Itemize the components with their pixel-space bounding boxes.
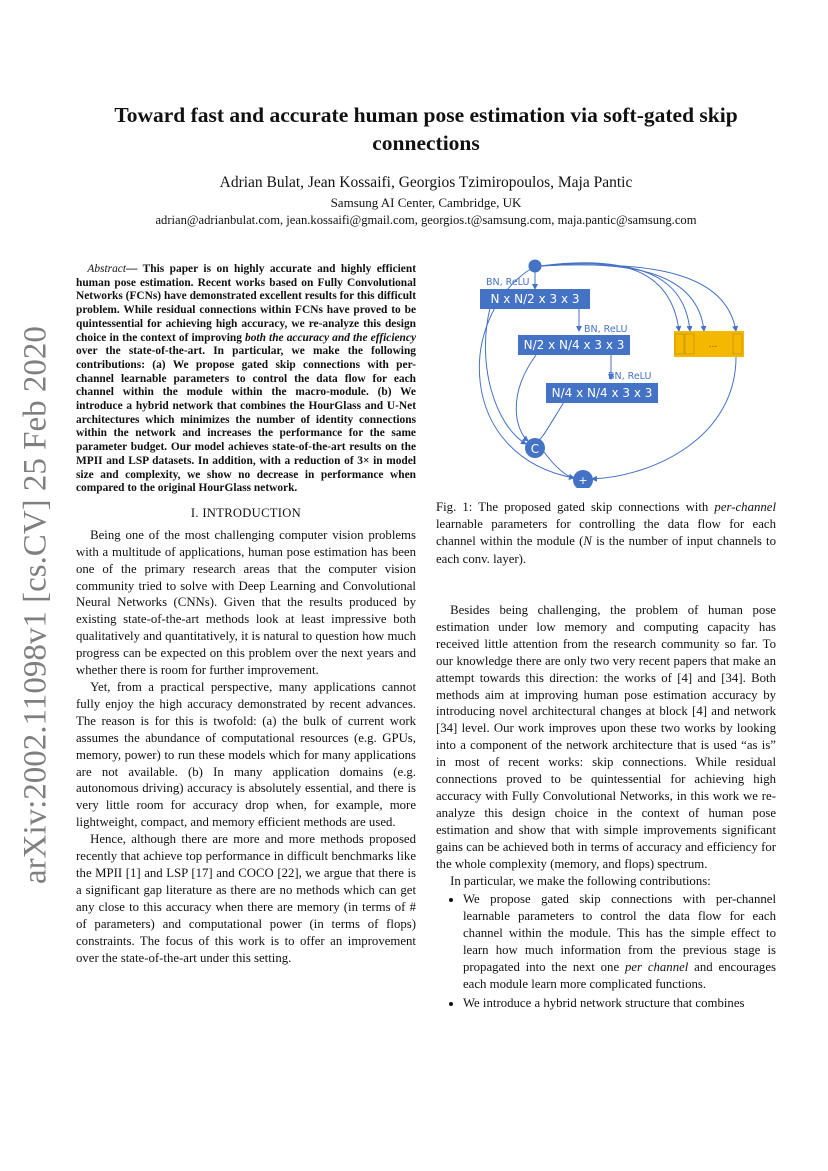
figure-caption <box>436 499 776 568</box>
bn-relu-label-1: BN, ReLU <box>486 277 530 288</box>
paper-title <box>80 101 772 157</box>
author-emails: adrian@adrianbulat.com, jean.kossaifi@gmail.com, georgios.t@samsung.com, maja.pantic@samsung.com <box>155 213 697 227</box>
figure-1 <box>436 256 776 488</box>
contributions-list <box>436 891 776 1011</box>
section-heading: I. INTRODUCTION <box>190 505 302 520</box>
gate-ellipsis: ... <box>708 340 718 350</box>
title-line-2: connections <box>372 131 480 155</box>
contribution-item-1 <box>463 891 776 992</box>
right-column <box>436 602 776 1014</box>
conv-box-2-label: N/2 x N/4 x 3 x 3 <box>523 338 625 352</box>
abstract-emphasis: both the accuracy and the efficiency <box>245 331 417 344</box>
abstract-text-2: over the state-of-the-art. In particular, we make the following contributions: (a) We propose gated skip connections with per-channel learnable parameters to control the data flow for each channel within the module within the macro-module. (b) We introduce a hybrid network that combines the HourGlass and U-Net architectures which minimizes the number of identity connections within the network and increases the performance for the same parameter budget. Our model achieves state-of-the-art results on the MPII and LSP datasets. In addition, with a reduction of 3× in model size and complexity, we show no decrease in performance when compared to the original HourGlass network. <box>76 345 416 495</box>
caption-text-3: is the number of input channels to each conv. layer). <box>436 534 776 566</box>
affiliation: Samsung AI Center, Cambridge, UK <box>330 195 522 210</box>
abstract-dash: — <box>126 263 143 275</box>
caption-emphasis: per-channel <box>714 500 776 514</box>
intro-paragraph-2: Yet, from a practical perspective, many applications cannot fully enjoy the high accuracy demonstrated by recent advances. The reason is for this is twofold: (a) the bulk of current work assumes the abundance of computational resources (e.g. GPUs, memory, power) to run these models which for many applications are not available. (b) In many application domains (e.g. autonomous driving) accuracy is absolutely essential, and there is very little room for accuracy drop when, for example, more lightweight, compact, and memory efficient methods are used. <box>76 680 416 830</box>
contribution-1-emphasis: per channel <box>624 960 689 975</box>
abstract <box>76 263 416 496</box>
caption-variable: N <box>583 534 592 549</box>
abstract-lead: Abstract <box>87 263 126 275</box>
title-line-1: Toward fast and accurate human pose estimation via soft-gated skip <box>114 103 738 127</box>
contribution-1-text-b: and encourages each module learn more complicated functions. <box>463 960 776 991</box>
caption-text-1: Fig. 1: The proposed gated skip connections with <box>436 500 715 514</box>
conv-box-3-label: N/4 x N/4 x 3 x 3 <box>551 386 653 400</box>
right-paragraph-2: In particular, we make the following contributions: <box>450 873 711 888</box>
intro-paragraph-3: Hence, although there are more and more methods proposed recently that achieve top performance in difficult benchmarks like the MPII [1] and LSP [17] and COCO [22], we argue that there is a significant gap literature as there are no methods which can get any close to this accuracy when there are memory (in terms of # of parameters) and computational power (in terms of flops) constraints. The focus of this work is to offer an improvement over the state-of-the-art under this setting. <box>76 832 416 965</box>
author-list: Adrian Bulat, Jean Kossaifi, Georgios Tzimiropoulos, Maja Pantic <box>219 174 633 191</box>
bn-relu-label-2: BN, ReLU <box>584 324 628 335</box>
gate-icon <box>685 334 694 354</box>
contribution-1-text-a: We propose gated skip connections with per-channel learnable parameters to control the data flow for each channel within the module. This has the simple effect to learn how much information from the previous stage is propagated into the next one <box>463 892 776 975</box>
right-paragraph-1: Besides being challenging, the problem of human pose estimation under low memory and computing capacity has received little attention from the research community so far. To our knowledge there are only two very recent papers that make an attempt towards this direction: the works of [4] and [34]. Both methods aim at improving human pose estimation accuracy by introducing novel architectural changes at block [4] and network [34] level. Our work improves upon these two works by looking into a component of the network architecture that is used “as is” in most of recent works: skip connections. While residual connections proved to be quintessential for achieving high accuracy with Fully Convolutional Networks, in this work we re-analyze this design choice in the context of human pose estimation and show that with simple improvements significant gains can be achieved both in terms of accuracy and efficiency for the whole complexity (memory, and flops) spectrum. <box>436 603 776 871</box>
caption-text-2: learnable parameters for controlling the data flow for each channel within the module ( <box>436 517 776 549</box>
left-column <box>76 263 416 966</box>
abstract-text-1: This paper is on highly accurate and highly efficient human pose estimation. Recent works based on Fully Convolutional Networks (FCNs) have demonstrated excellent results for this difficult problem. While residual connections within FCNs have proved to be quintessential for achieving high accuracy, we re-analyze this design choice in the context of improving <box>76 263 416 344</box>
add-label: + <box>578 474 588 487</box>
bn-relu-label-3: BN, ReLU <box>608 371 652 382</box>
intro-paragraph-1: Being one of the most challenging computer vision problems with a multitude of applications, human pose estimation has been one of the primary research areas that the computer vision community tried to solve with Deep Learning and Convolutional Neural Networks (CNNs). Given that the results produced by existing state-of-the-art methods look at least impressive both qualitatively and quantitatively, it is natural to question how much progress can be expected on this problem over the next years and whether there is room for further improvement. <box>76 527 416 678</box>
input-node <box>529 260 542 273</box>
contribution-item-2: • We introduce a hybrid network structure that combines <box>463 995 776 1012</box>
gate-icon <box>733 334 742 354</box>
concat-label: C <box>530 442 540 456</box>
gate-icon <box>675 334 684 354</box>
conv-box-1-label: N x N/2 x 3 x 3 <box>490 292 580 306</box>
arxiv-identifier: arXiv:2002.11098v1 [cs.CV] 25 Feb 2020 <box>17 326 54 884</box>
architecture-diagram <box>436 256 776 488</box>
